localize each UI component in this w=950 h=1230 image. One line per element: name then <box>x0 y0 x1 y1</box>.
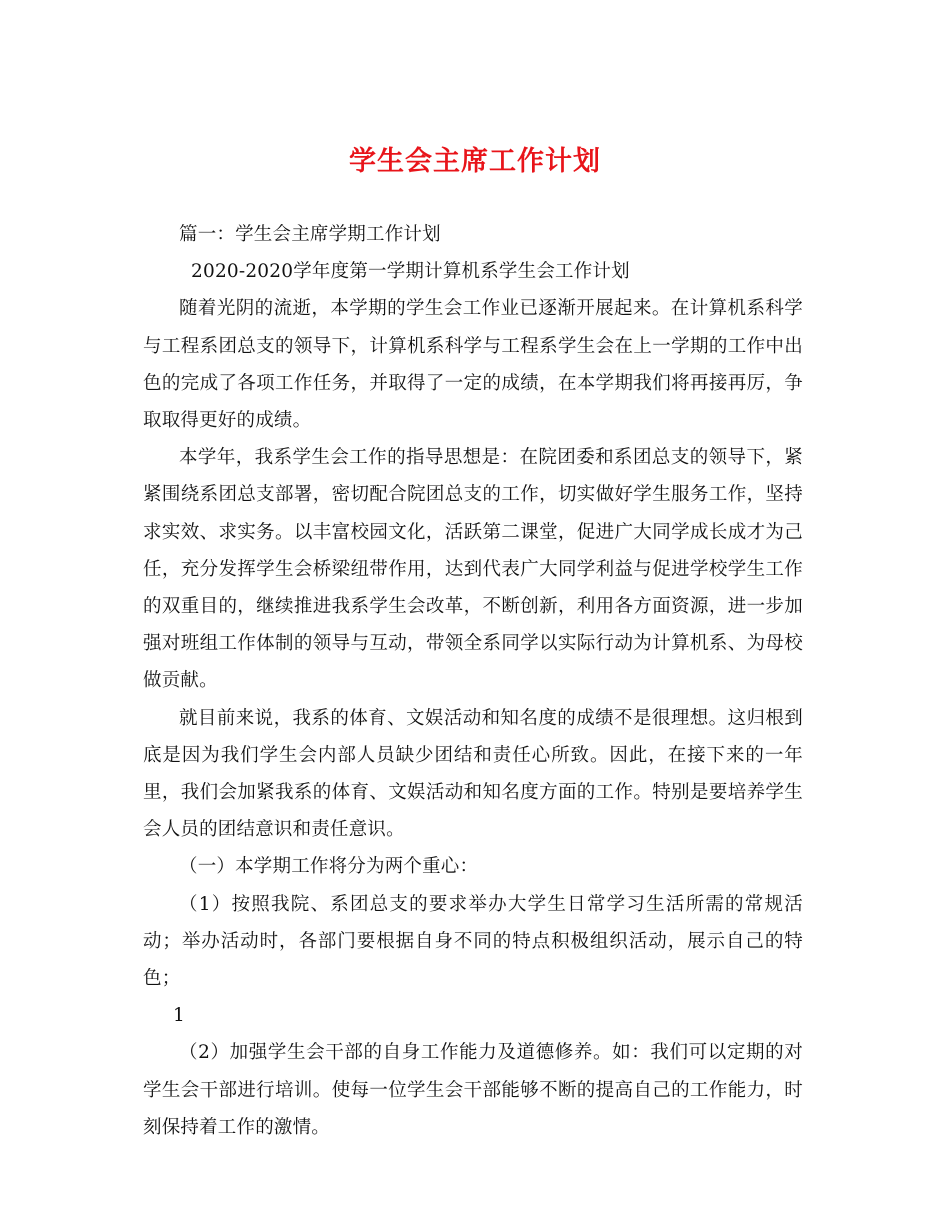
paragraph-intro: 随着光阴的流逝，本学期的学生会工作业已逐渐开展起来。在计算机系科学与工程系团总支的领导下，计算机系科学与工程系学生会在上一学期的工作中出色的完成了各项工作任务，并取得了一定的成绩，在本学期我们将再接再厉，争取取得更好的成绩。 <box>143 298 803 432</box>
paragraph-guiding-thought: 本学年，我系学生会工作的指导思想是：在院团委和系团总支的领导下，紧紧围绕系团总支部署，密切配合院团总支的工作，切实做好学生服务工作，坚持求实效、求实务。以丰富校园文化，活跃第二课堂，促进广大同学成长成才为己任，充分发挥学生会桥梁纽带作用，达到代表广大同学利益与促进学校学生工作的双重目的，继续推进我系学生会改革，不断创新，利用各方面资源，进一步加强对班组工作体制的领导与互动，带领全系同学以实际行动为计算机系、为母校做贡献。 <box>143 447 803 692</box>
list-heading: （一）本学期工作将分为两个重心： <box>179 856 479 878</box>
list-item-2: （2）加强学生会干部的自身工作能力及道德修养。如：我们可以定期的对学生会干部进行培训。使每一位学生会干部能够不断的提高自己的工作能力，时刻保持着工作的激情。 <box>143 1042 803 1138</box>
list-item-1: （1）按照我院、系团总支的要求举办大学生日常学习生活所需的常规活动；举办活动时，各部门要根据自身不同的特点积极组织活动，展示自己的特色； <box>143 893 803 990</box>
plan-subtitle: 2020-2020学年度第一学期计算机系学生会工作计划 <box>191 261 630 283</box>
page-number: 1 <box>173 1005 185 1027</box>
document-title: 学生会主席工作计划 <box>349 146 601 177</box>
section-heading: 篇一：学生会主席学期工作计划 <box>179 224 441 245</box>
paragraph-current-status: 就目前来说，我系的体育、文娱活动和知名度的成绩不是很理想。这归根到底是因为我们学生会内部人员缺少团结和责任心所致。因此，在接下来的一年里，我们会加紧我系的体育、文娱活动和知名度方面的工作。特别是要培养学生会人员的团结意识和责任意识。 <box>143 707 803 841</box>
document-body <box>143 216 803 1146</box>
